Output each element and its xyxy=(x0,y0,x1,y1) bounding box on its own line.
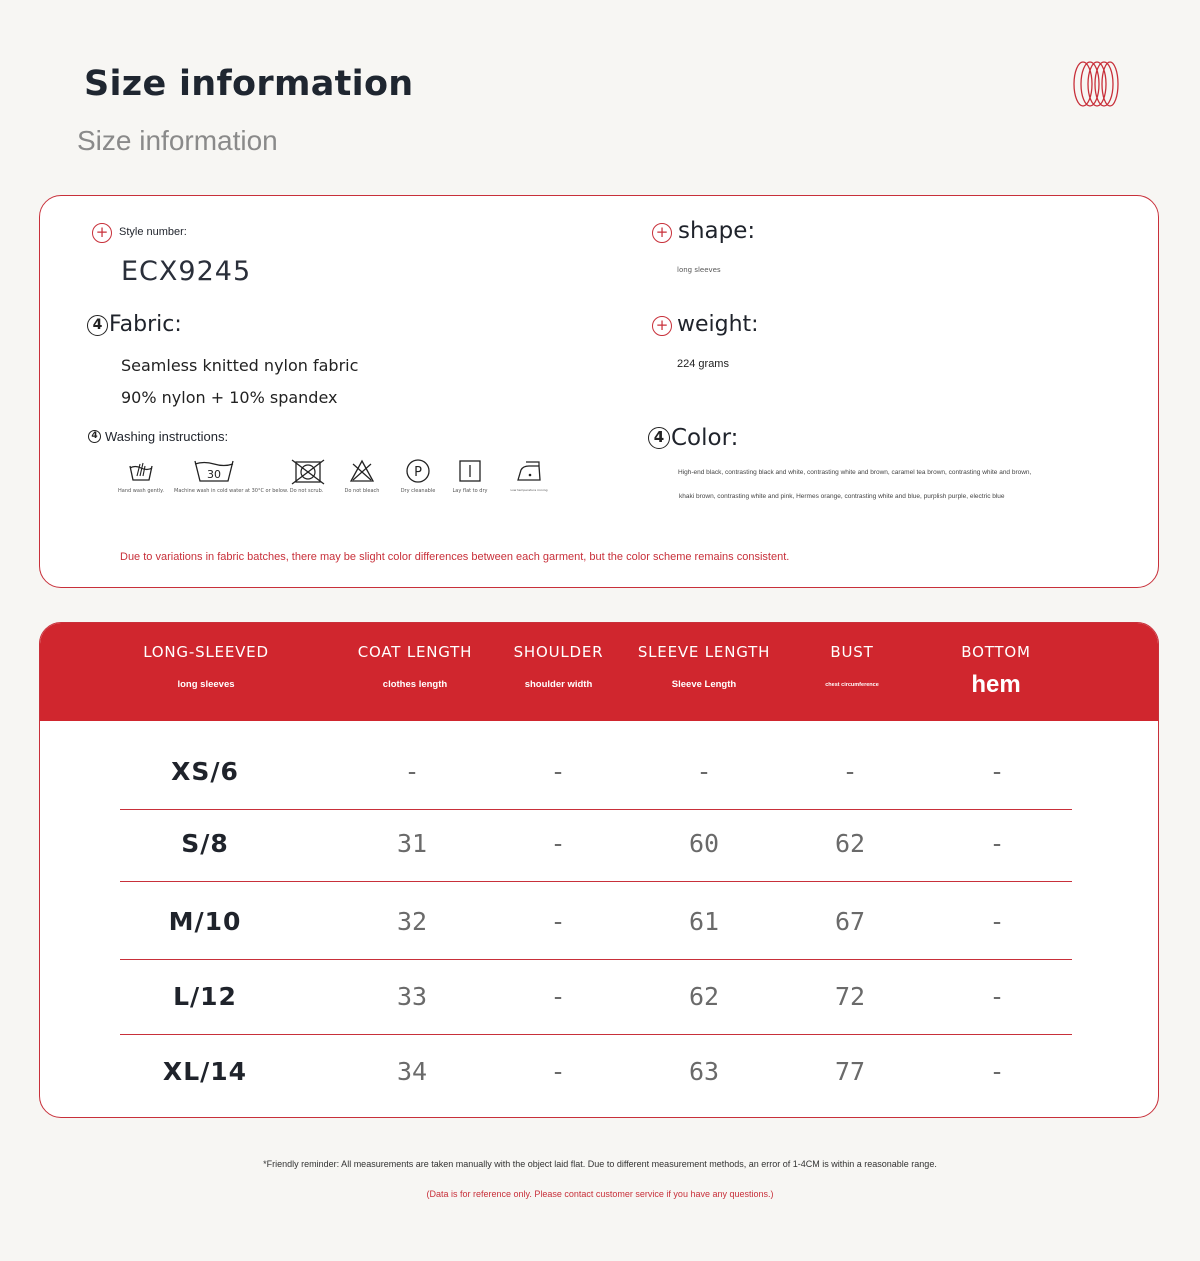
coat-length-cell: 33 xyxy=(396,982,428,1011)
do-not-bleach-icon xyxy=(348,458,376,484)
column-header-sub: chest circumference xyxy=(825,682,879,688)
column-header-sub: Sleeve Length xyxy=(671,679,737,690)
shoulder-cell: - xyxy=(550,829,566,858)
bust-cell: 62 xyxy=(834,829,866,858)
hem-cell: - xyxy=(989,1057,1005,1086)
column-header-sub: hem xyxy=(971,671,1021,698)
column-header xyxy=(340,623,490,721)
contact-note: (Data is for reference only. Please contact customer service if you have any questions.) xyxy=(426,1189,774,1199)
shoulder-cell: - xyxy=(550,757,566,786)
bust-cell: - xyxy=(842,757,858,786)
column-header xyxy=(802,623,902,721)
table-row xyxy=(120,884,1072,960)
measurement-reminder: *Friendly reminder: All measurements are taken manually with the object laid flat. Due to different measurement methods, an error of 1-4CM is within a reasonable range. xyxy=(263,1159,937,1169)
iron-low-icon xyxy=(515,458,543,484)
wash-caption: Do not bleach xyxy=(344,488,380,494)
style-number-label: Style number: xyxy=(119,226,187,238)
wash-item xyxy=(504,458,554,492)
sleeve-length-cell: 60 xyxy=(688,829,720,858)
hand-wash-icon xyxy=(127,458,155,484)
table-header xyxy=(40,623,1158,721)
fabric-label: Fabric: xyxy=(109,312,182,337)
wash-item xyxy=(286,458,330,490)
shape-label: shape: xyxy=(678,218,756,244)
color-line-2: khaki brown, contrasting white and pink, Hermes orange, contrasting white and blue, purplish purple, electric blue xyxy=(679,493,1005,500)
wash-item xyxy=(448,458,492,494)
coat-length-cell: - xyxy=(404,757,420,786)
row-divider xyxy=(120,881,1072,882)
page-subtitle: Size information xyxy=(77,125,278,156)
dry-clean-p-icon xyxy=(404,458,432,484)
shoulder-cell: - xyxy=(550,1057,566,1086)
column-header-sub: long sleeves xyxy=(177,679,235,690)
dry-clean-letter: P xyxy=(414,465,422,480)
hem-cell: - xyxy=(989,757,1005,786)
wash-item xyxy=(396,458,440,494)
size-cell: L/12 xyxy=(173,982,237,1011)
weight-label: weight: xyxy=(677,312,759,337)
washing-number-marker: 4 xyxy=(88,430,101,443)
color-number-marker: 4 xyxy=(648,427,670,449)
column-header-sub: clothes length xyxy=(382,679,448,690)
coat-length-cell: 31 xyxy=(396,829,428,858)
size-cell: XS/6 xyxy=(171,757,239,786)
coat-length-cell: 34 xyxy=(396,1057,428,1086)
color-line-1: High-end black, contrasting black and white, contrasting white and brown, caramel tea brown, contrasting white and brown, xyxy=(678,469,1032,476)
column-header-en: BOTTOM xyxy=(961,643,1031,661)
page-title: Size information xyxy=(84,64,414,104)
shape-value: long sleeves xyxy=(677,266,721,274)
size-cell: S/8 xyxy=(181,829,229,858)
table-row xyxy=(120,1034,1072,1110)
shoulder-cell: - xyxy=(550,907,566,936)
wash-item xyxy=(340,458,384,494)
fabric-number-marker: 4 xyxy=(87,315,108,336)
color-label: Color: xyxy=(671,425,739,451)
wash-caption: Dry cleanable xyxy=(400,488,436,494)
column-header-en: SHOULDER xyxy=(513,643,604,661)
product-info-card xyxy=(39,195,1159,588)
table-row xyxy=(120,734,1072,810)
plus-circle-icon: + xyxy=(652,316,672,336)
sleeve-length-cell: 61 xyxy=(688,907,720,936)
plus-circle-icon: + xyxy=(652,223,672,243)
size-cell: XL/14 xyxy=(162,1057,248,1086)
bust-cell: 77 xyxy=(834,1057,866,1086)
shoulder-cell: - xyxy=(550,982,566,1011)
wash-item xyxy=(116,458,166,494)
bust-cell: 67 xyxy=(834,907,866,936)
sleeve-length-cell: 62 xyxy=(688,982,720,1011)
hem-cell: - xyxy=(989,982,1005,1011)
fabric-line-1: Seamless knitted nylon fabric xyxy=(121,356,359,375)
column-header-en: LONG-SLEEVED xyxy=(143,643,269,661)
size-cell: M/10 xyxy=(168,907,242,936)
table-row xyxy=(120,806,1072,882)
washing-label: Washing instructions: xyxy=(105,429,229,444)
fabric-line-2: 90% nylon + 10% spandex xyxy=(121,388,338,407)
column-header xyxy=(946,623,1046,721)
column-header xyxy=(630,623,778,721)
style-number-value: ECX9245 xyxy=(121,256,252,287)
wash-caption: Low temperature ironing xyxy=(510,488,548,492)
column-header-en: SLEEVE LENGTH xyxy=(637,643,771,661)
wash-temperature: 30 xyxy=(207,468,221,481)
lay-flat-dry-icon xyxy=(456,458,484,484)
bust-cell: 72 xyxy=(834,982,866,1011)
size-table xyxy=(39,622,1159,1118)
machine-wash-30-icon xyxy=(192,458,236,484)
sleeve-length-cell: 63 xyxy=(688,1057,720,1086)
sleeve-length-cell: - xyxy=(696,757,712,786)
red-rings-logo-icon xyxy=(1072,60,1120,108)
wash-caption: Hand wash gently. xyxy=(118,488,164,494)
coat-length-cell: 32 xyxy=(396,907,428,936)
column-header-en: BUST xyxy=(830,643,874,661)
wash-item xyxy=(174,458,324,494)
hem-cell: - xyxy=(989,907,1005,936)
wash-caption: Machine wash in cold water at 30°C or below. Do not scrub. xyxy=(174,488,324,494)
do-not-tumble-dry-icon xyxy=(290,458,326,486)
washing-icons xyxy=(116,458,556,508)
color-variation-note: Due to variations in fabric batches, there may be slight color differences between each garment, but the color scheme remains consistent. xyxy=(120,551,790,563)
column-header xyxy=(496,623,621,721)
weight-value: 224 grams xyxy=(677,358,729,370)
hem-cell: - xyxy=(989,829,1005,858)
plus-circle-icon: + xyxy=(92,223,112,243)
column-header-en: COAT LENGTH xyxy=(357,643,473,661)
table-row xyxy=(120,959,1072,1035)
wash-caption: Lay flat to dry xyxy=(452,488,488,494)
column-header xyxy=(126,623,286,721)
column-header-sub: shoulder width xyxy=(524,679,593,690)
